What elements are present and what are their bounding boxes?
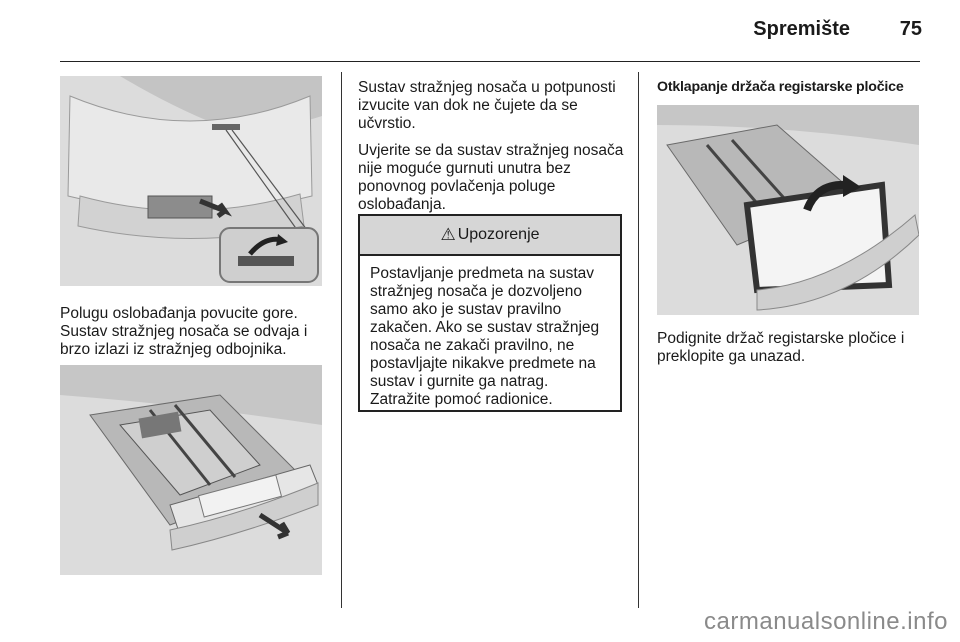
column-divider-right: [638, 72, 639, 608]
page-number: 75: [899, 18, 922, 40]
col1-paragraph: Polugu oslobađanja povucite gore. Sustav stražnjeg nosača se odvaja i brzo izlazi iz stražnjeg odbojnika.: [60, 305, 308, 358]
col2-text: [358, 79, 628, 223]
col3-text: [657, 330, 927, 375]
warning-body: Postavljanje predmeta na sustav stražnjeg nosača je dozvoljeno samo ako je sustav pravilno zakačen. Ako se sustav stražnjeg nosača ne zakači pravilno, ne postavljajte nikakve predmete na sustav i gurnite ga natrag. Zatražite pomoć radionice.: [370, 265, 600, 408]
watermark: carmanualsonline.info: [704, 608, 948, 635]
warning-title: Upozorenje: [457, 226, 540, 243]
column-divider-left: [341, 72, 342, 608]
col2-paragraph-2: Uvjerite se da sustav stražnjeg nosača nije moguće gurnuti unutra bez ponovnog povlačenja poluge oslobađanja.: [358, 142, 624, 213]
illustration-release-lever: [60, 76, 322, 286]
warning-triangle-icon: ⚠: [440, 225, 456, 244]
warning-box: [358, 214, 622, 412]
section-heading: Otklapanje držača registarske pločice: [657, 79, 904, 95]
illustration-carrier-pulled-out: [60, 365, 322, 575]
col1-text: [60, 305, 330, 368]
illustration-license-plate-holder: [657, 105, 919, 315]
header-divider: [60, 61, 920, 62]
col3-paragraph: Podignite držač registarske pločice i preklopite ga unazad.: [657, 330, 905, 365]
page-header-title: Spremište: [753, 18, 850, 40]
col2-paragraph-1: Sustav stražnjeg nosača u potpunosti izvucite van dok ne čujete da se učvrstio.: [358, 79, 616, 132]
warning-header: [360, 216, 620, 256]
